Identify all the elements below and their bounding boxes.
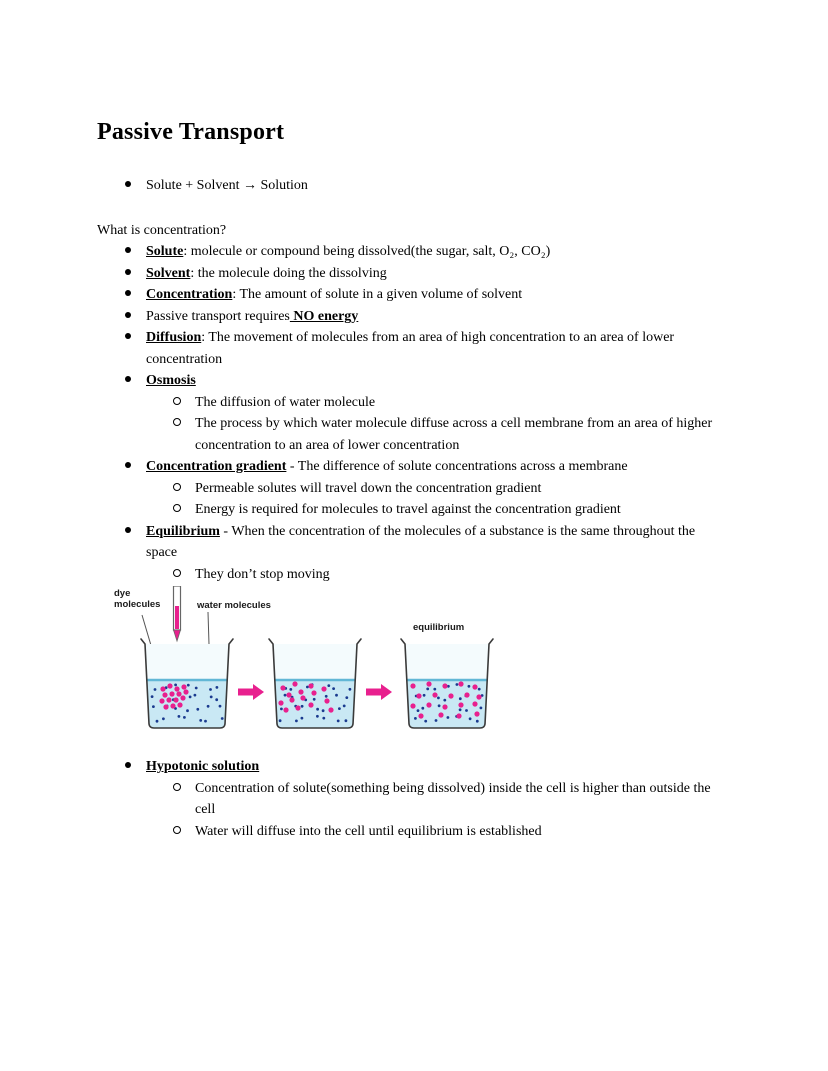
bullet-icon bbox=[125, 284, 146, 306]
bullet-term: Equilibrium bbox=[146, 523, 220, 539]
list-item bbox=[97, 263, 722, 285]
hollow-bullet-icon bbox=[173, 499, 195, 521]
equilibrium-label: equilibrium bbox=[413, 622, 465, 633]
bullet-term: Solvent bbox=[146, 265, 191, 281]
list-item-text bbox=[146, 370, 722, 392]
bullet-term: Concentration gradient bbox=[146, 459, 287, 474]
sub-list-item-text: Water will diffuse into the cell until equilibrium is established bbox=[195, 823, 542, 839]
list-item-text bbox=[146, 521, 722, 564]
list-item-text bbox=[146, 327, 722, 370]
bullet-icon bbox=[125, 327, 146, 370]
bullet-term: Diffusion bbox=[146, 330, 202, 345]
sub-list-item bbox=[97, 778, 722, 821]
list-item-text bbox=[146, 241, 722, 263]
list-item bbox=[97, 284, 722, 306]
bullet-term: Osmosis bbox=[146, 373, 196, 388]
list-item-text: Solute + Solvent → Solution bbox=[146, 178, 308, 193]
bullet-icon bbox=[125, 370, 146, 392]
sub-list-item-text: The process by which water molecule diffuse across a cell membrane from an area of higher concentration to an area of lower concentration bbox=[195, 416, 713, 453]
sub-list-item bbox=[97, 821, 722, 843]
bullet-icon bbox=[125, 306, 146, 328]
dye-molecules-label-line1: dye bbox=[114, 588, 131, 599]
sub-list-item-text: Permeable solutes will travel down the concentration gradient bbox=[195, 480, 542, 496]
bullet-icon bbox=[125, 263, 146, 285]
sub-list-item-text: Energy is required for molecules to travel against the concentration gradient bbox=[195, 502, 621, 517]
list-item bbox=[97, 370, 722, 392]
bullet-term: NO energy bbox=[289, 308, 359, 324]
list-item bbox=[97, 521, 722, 564]
list-item-text bbox=[146, 284, 722, 306]
hollow-bullet-icon bbox=[173, 564, 195, 586]
bullet-icon bbox=[125, 241, 146, 263]
list-item-text bbox=[146, 306, 722, 328]
question-text: What is concentration? bbox=[97, 222, 227, 238]
list-item bbox=[97, 456, 722, 478]
dye-molecules-label-line2: molecules bbox=[114, 599, 161, 610]
sub-list-item bbox=[97, 564, 722, 586]
list-item bbox=[97, 756, 722, 778]
sub-list-item-text: Concentration of solute(something being dissolved) inside the cell is higher than outside the cell bbox=[195, 780, 711, 817]
bullet-rest: : The amount of solute in a given volume of solvent bbox=[232, 287, 523, 302]
bullet-term: Concentration bbox=[146, 287, 233, 302]
bullet-icon bbox=[125, 175, 146, 197]
hollow-bullet-icon bbox=[173, 821, 195, 843]
hollow-bullet-icon bbox=[173, 778, 195, 821]
hollow-bullet-icon bbox=[173, 478, 195, 500]
water-molecules-label: water molecules bbox=[197, 600, 271, 611]
sub-list-item bbox=[97, 392, 722, 414]
sub-list-item bbox=[97, 413, 722, 456]
bullet-rest: : molecule or compound being dissolved(the sugar, salt, O₂, CO₂) bbox=[183, 244, 551, 259]
list-item bbox=[97, 327, 722, 370]
bullet-rest: - When the concentration of the molecules of a substance is the same throughout the space bbox=[146, 523, 696, 560]
sub-list-item bbox=[97, 478, 722, 500]
hollow-bullet-icon bbox=[173, 392, 195, 414]
bullet-icon bbox=[125, 456, 146, 478]
bullet-rest: : the molecule doing the dissolving bbox=[190, 265, 387, 281]
list-item bbox=[97, 241, 722, 263]
bullet-icon bbox=[125, 756, 146, 778]
diffusion-diagram bbox=[97, 586, 722, 746]
bullet-icon bbox=[125, 521, 146, 564]
list-item-text bbox=[146, 756, 722, 778]
list-item-text bbox=[146, 263, 722, 285]
page-title: Passive Transport bbox=[97, 119, 285, 145]
list-item bbox=[97, 175, 722, 197]
hollow-bullet-icon bbox=[173, 413, 195, 456]
list-item bbox=[97, 306, 722, 328]
bullet-pre: Passive transport requires bbox=[146, 308, 290, 324]
bullet-term: Solute bbox=[146, 244, 184, 259]
sub-list-item-text: They don’t stop moving bbox=[195, 566, 330, 582]
bullet-rest: : The movement of molecules from an area of high concentration to an area of lower concentration bbox=[146, 330, 675, 367]
list-item-text bbox=[146, 456, 722, 478]
bullet-term: Hypotonic solution bbox=[146, 759, 260, 774]
sub-list-item bbox=[97, 499, 722, 521]
diffusion-diagram-svg bbox=[111, 586, 501, 746]
sub-list-item-text: The diffusion of water molecule bbox=[195, 394, 376, 410]
bullet-rest: - The difference of solute concentrations across a membrane bbox=[286, 459, 628, 474]
